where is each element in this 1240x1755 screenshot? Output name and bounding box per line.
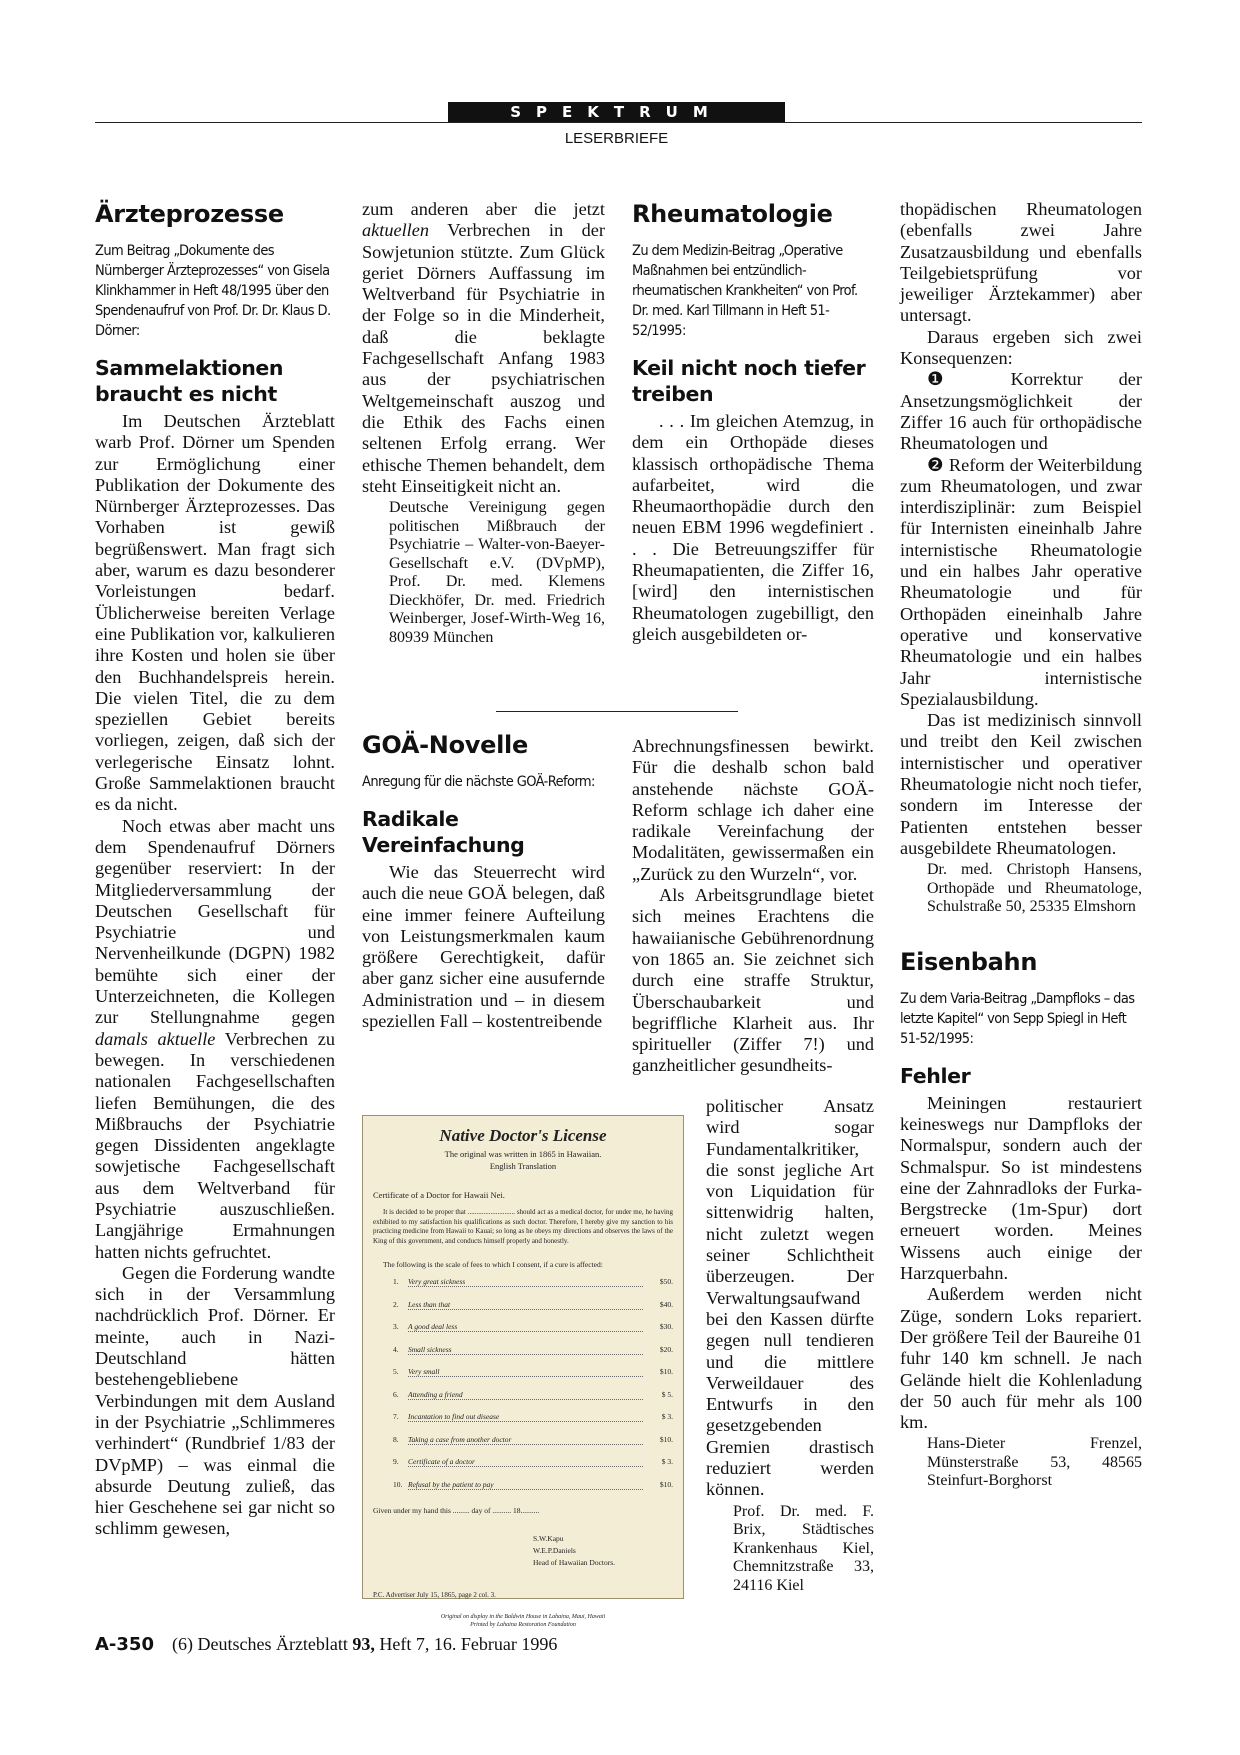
letter-signature: Hans-Dieter Frenzel, Münsterstraße 53, 48565 Steinfurt-Borghorst (927, 1435, 1142, 1490)
native-doctor-license-image (362, 1115, 684, 1628)
fee-amount: $30. (659, 1322, 673, 1331)
paragraph: Noch etwas aber macht uns dem Spendenaufruf Dörners gegenüber reserviert: In der Mitgliederversammlung der Deutschen Gesellschaft für Psychiatrie und Nervenheilkunde (DGPN) 1982 bemühte sich einer der Unterzeichneten, die Kollegen zur Stellungnahme gegen damals aktuelle Verbrechen zu bewegen. In verschiedenen nationalen Fachgesellschaften liefen Bemühungen, die des Mißbrauchs der Psychiatrie gegen Dissidenten angeklagte sowjetische Fachgesellschaft aus dem Weltverband für Psychiatrie auszuschließen. Langjährige Ermahnungen hatten nichts gefruchtet. (95, 815, 336, 1262)
letter-signature: Prof. Dr. med. F. Brix, Städtisches Krankenhaus Kiel, Chemnitzstraße 33, 24116 Kiel (733, 1502, 874, 1594)
signer: W.E.P.Daniels (533, 1545, 576, 1555)
fee-number: 9. (393, 1457, 399, 1466)
column-divider-rule (496, 711, 738, 712)
license-fee-row (393, 1435, 673, 1445)
fee-amount: $ 3. (661, 1412, 673, 1421)
license-source: P.C. Advertiser July 15, 1865, page 2 col. 3. (373, 1590, 496, 1599)
license-fee-list (373, 1277, 673, 1490)
fee-number: 8. (393, 1434, 399, 1444)
fee-number: 6. (393, 1389, 399, 1399)
header-rule (95, 122, 1142, 123)
license-given-line: Given under my hand this ......... day of .......... 18.......... (373, 1505, 540, 1515)
article-subtitle: Keil nicht noch tiefer treiben (632, 356, 866, 406)
fee-label: Taking a case from another doctor (408, 1435, 643, 1445)
fee-label: Less than that (408, 1300, 643, 1310)
license-signers (533, 1533, 673, 1569)
letter-signature: Dr. med. Christoph Hansens, Orthopäde und Rheumatologe, Schulstraße 50, 25335 Elmshorn (927, 861, 1142, 916)
fee-amount: $50. (659, 1277, 673, 1286)
fee-number: 5. (393, 1367, 399, 1376)
paragraph: Meiningen restauriert keineswegs nur Dampfloks der Normalspur, sondern auch der Schmalspur. So ist mindestens eine der Zahnradloks der Furka-Bergstrecke (1m-Spur) dort erneuert worden. Meines Wissens auch einige der Harzquerbahn. (900, 1092, 1142, 1284)
fee-number: 2. (393, 1299, 399, 1309)
paragraph: Als Arbeitsgrundlage bietet sich meines Erachtens die hawaiianische Gebührenordnung von 1865 an. Sie zeichnet sich durch eine straffe Struktur, Überschaubarkeit und begriffliche Klarheit aus. Ihr spiritueller (Ziffer 7!) und ganzheitlicher gesundheits- (632, 885, 874, 1076)
column-4 (900, 199, 1142, 1491)
fee-label: Very great sickness (408, 1277, 643, 1287)
article-body-continued (362, 199, 605, 497)
fee-number: 10. (393, 1479, 403, 1489)
article-body (95, 411, 335, 1540)
license-subtitle: The original was written in 1865 in Hawaiian. English Translation (444, 1149, 602, 1171)
signer-title: Head of Hawaiian Doctors. (533, 1557, 616, 1567)
article-intro: Zu dem Varia-Beitrag „Dampfloks – das letzte Kapitel“ von Sepp Spiegl in Heft 51-52/1995: (900, 990, 1135, 1047)
paragraph: ❶ Korrektur der Ansetzungsmöglichkeit der Ziffer 16 auch für orthopädische Rheumatologen und (900, 369, 1142, 454)
license-fee-row (393, 1300, 673, 1310)
paragraph: . . . Im gleichen Atemzug, in dem ein Orthopäde dieses klassisch orthopädische Thema aufarbeitet, wird die Rheumaorthopädie durch den neuen EBM 1996 wegdefiniert . . . Die Betreuungsziffer für Rheumapatienten, die Ziffer 16, [wird] den internistischen Rheumatologen zugebilligt, den gleich ausgebildeten or- (632, 411, 874, 644)
column-3-top (632, 199, 874, 645)
license-text: It is decided to be proper that ........................... should act as a medical doctor, for under me, he having exhibited to my satisfaction his qualifications as such doctor. Therefore, I hereby give my sanction to his practicing medicine from Hawaii to Kauai; so long as he obeys my directions and observes the laws of the King of this government, and conducts himself properly and honestly. (373, 1208, 673, 1245)
article-body (362, 862, 605, 1032)
license-heading: Certificate of a Doctor for Hawaii Nei. (373, 1190, 505, 1200)
fee-amount: $ 5. (661, 1389, 673, 1399)
article-body-continued (706, 1096, 874, 1501)
article-intro: Zu dem Medizin-Beitrag „Operative Maßnahmen bei entzündlich-rheumatischen Krankheiten“ von Prof. Dr. med. Karl Tillmann in Heft 51-52/1995: (632, 243, 858, 339)
column-2-bottom (362, 730, 605, 1032)
section-label: LESERBRIEFE (564, 130, 669, 147)
page-number: A-350 (95, 1634, 154, 1655)
column-3-bottom (632, 736, 874, 1077)
license-fee-row (393, 1345, 673, 1355)
fee-amount: $10. (659, 1434, 673, 1444)
article-intro: Anregung für die nächste GOÄ-Reform: (362, 774, 595, 790)
license-fee-row (393, 1457, 673, 1467)
license-fee-row (393, 1390, 673, 1400)
article-title-aerzteprozesse: Ärzteprozesse (95, 200, 284, 228)
article-body (900, 1093, 1142, 1434)
fee-number: 4. (393, 1344, 399, 1354)
article-title-goae-novelle: GOÄ-Novelle (362, 731, 528, 759)
signer: S.W.Kapu (533, 1533, 564, 1543)
fee-amount: $10. (659, 1367, 673, 1376)
article-body (632, 411, 874, 645)
license-fee-row (393, 1412, 673, 1422)
column-2-top (362, 199, 605, 647)
fee-number: 7. (393, 1412, 399, 1421)
article-title-eisenbahn: Eisenbahn (900, 947, 1038, 976)
letter-signature: Deutsche Vereinigung gegen politischen Mißbrauch der Psychiatrie – Walter-von-Baeyer-Gesellschaft e.V. (DVpMP), Prof. Dr. med. Klemens Dieckhöfer, Dr. med. Friedrich Weinberger, Josef-Wirth-Weg 16, 80939 München (389, 499, 605, 646)
fee-amount: $ 3. (661, 1457, 673, 1466)
license-fee-row (393, 1277, 673, 1287)
fee-amount: $40. (659, 1299, 673, 1309)
paragraph: Wie das Steuerrecht wird auch die neue GOÄ belegen, daß eine immer feinere Aufteilung von Leistungsmerkmalen kaum größere Gerechtigkeit, dafür aber ganz sicher eine ausufernde Administration und – in diesem speziellen Fall – kostentreibende (362, 862, 605, 1032)
article-body-continued (632, 736, 874, 1077)
paragraph: Das ist medizinisch sinnvoll und treibt den Keil zwischen internistischer und operativer Rheumatologie nicht noch tiefer, sondern im Interesse der Patienten entstehen besser ausgebildete Rheumatologen. (900, 710, 1142, 858)
fee-amount: $20. (659, 1344, 673, 1354)
masthead-spektrum: SPEKTRUM (448, 102, 785, 122)
fee-label: Incantation to find out disease (408, 1412, 643, 1422)
paragraph: politischer Ansatz wird sogar Fundamentalkritiker, die sonst jegliche Art von Liquidation für sittenwidrig halten, nicht zuletzt wegen seiner Schlichtheit überzeugen. Der Verwaltungsaufwand bei den Kassen dürfte gegen null tendieren und die mittlere Verweildauer des Entwurfs in den gesetzgebenden Gremien drastisch reduziert werden können. (706, 1096, 874, 1500)
fee-label: Attending a friend (408, 1390, 643, 1400)
license-fee-row (393, 1322, 673, 1332)
column-1 (95, 199, 335, 1540)
fee-number: 1. (393, 1277, 399, 1286)
fee-label: Certificate of a doctor (408, 1457, 643, 1467)
paragraph: ❷ Reform der Weiterbildung zum Rheumatologen, und zwar interdisziplinär: zum Beispiel für Internisten eineinhalb Jahre internistische Rheumatologie und ein halbes Jahr operative Rheumatologie und für Orthopäden eineinhalb Jahre operative und konservative Rheumatologie und ein halbes Jahr internistische Spezialausbildung. (900, 454, 1142, 709)
article-intro: Zum Beitrag „Dokumente des Nürnberger Ärzteprozesses“ von Gisela Klinkhammer in Heft 48/1995 über den Spendenaufruf von Prof. Dr. Dr. Klaus D. Dörner: (95, 243, 331, 339)
issue-date: Heft 7, 16. Februar 1996 (379, 1634, 558, 1654)
license-fee-row (393, 1367, 673, 1377)
license-fees-intro: The following is the scale of fees to which I consent, if a cure is affected: (383, 1260, 603, 1269)
page-footer (95, 1634, 557, 1655)
column-3-narrow (706, 1096, 874, 1595)
article-subtitle: Sammelaktionen braucht es nicht (95, 356, 284, 406)
journal-citation: (6) Deutsches Ärzteblatt (171, 1634, 348, 1654)
license-title: Native Doctor's License (439, 1126, 607, 1145)
volume: 93, (352, 1634, 375, 1654)
paragraph: Außerdem werden nicht Züge, sondern Loks repariert. Der größere Teil der Baureihe 01 fuhr 140 km schnell. Je nach Gelände hielt die Kohlenladung der 50 auch für mehr als 100 km. (900, 1284, 1142, 1433)
fee-number: 3. (393, 1322, 399, 1331)
article-subtitle: Radikale Vereinfachung (362, 807, 525, 857)
fee-label: A good deal less (408, 1322, 643, 1332)
fee-label: Very small (408, 1367, 643, 1377)
paragraph: Gegen die Forderung wandte sich in der Versammlung nachdrücklich Prof. Dörner. Er meinte, auch in Nazi-Deutschland hätten bestehengebliebene Verbindungen mit dem Ausland in der Psychiatrie „Schlimmeres verhindert“ (Rundbrief 1/83 der DVpMP) – was einmal die absurde Deutung zuließ, das hier Geschehene sei gar nicht so schlimm gewesen, (95, 1262, 335, 1539)
fee-label: Refusal by the patient to pay (408, 1480, 643, 1490)
license-fee-row (393, 1480, 673, 1490)
paragraph: Im Deutschen Ärzteblatt warb Prof. Dörner um Spenden zur Ermöglichung einer Publikation der Dokumente des Nürnberger Ärzteprozesses. Das Vorhaben ist gewiß begrüßenswert. Man fragt sich aber, warum es dazu besonderer Vorleistungen bedarf. Üblicherweise bereiten Verlage eine Publikation vor, kalkulieren ihre Kosten und holen sie über den Buchhandelspreis herein. Die vielen Titel, die zu dem speziellen Gebiet bereits vorliegen, zeigen, daß sich der verlegerische Einsatz lohnt. Große Sammelaktionen braucht es da nicht. (95, 411, 335, 815)
fee-amount: $10. (659, 1479, 673, 1489)
paragraph: thopädischen Rheumatologen (ebenfalls zwei Jahre Zusatzausbildung und ebenfalls Teilgebietsprüfung vor jeweiliger Ärztekammer) aber untersagt. (900, 199, 1142, 326)
license-footnote: Original on display in the Baldwin House in Lahaina, Maui, Hawaii Printed by Lahaina Restoration Foundation (440, 1613, 606, 1628)
fee-label: Small sickness (408, 1345, 643, 1355)
article-body-continued (900, 199, 1142, 859)
paragraph: Abrechnungsfinessen bewirkt. Für die deshalb schon bald anstehende nächste GOÄ-Reform schlage ich daher eine radikale Vereinfachung der Modalitäten, gewissermaßen ein „Zurück zu den Wurzeln“, vor. (632, 736, 874, 884)
paragraph: zum anderen aber die jetzt aktuellen Verbrechen in der Sowjetunion stützte. Zum Glück geriet Dörners Auffassung im Weltverband für Psychiatrie in der Folge so in die Minderheit, daß die beklagte Fachgesellschaft Anfang 1983 aus der psychiatrischen Weltgemeinschaft auszog und die Ethik des Fachs einen seltenen Erfolg errang. Wer ethische Themen behandelt, dem steht Einseitigkeit nicht an. (362, 199, 605, 496)
article-title-rheumatologie: Rheumatologie (632, 200, 833, 228)
paragraph: Daraus ergeben sich zwei Konsequenzen: (900, 326, 1142, 369)
article-subtitle: Fehler (900, 1063, 971, 1088)
